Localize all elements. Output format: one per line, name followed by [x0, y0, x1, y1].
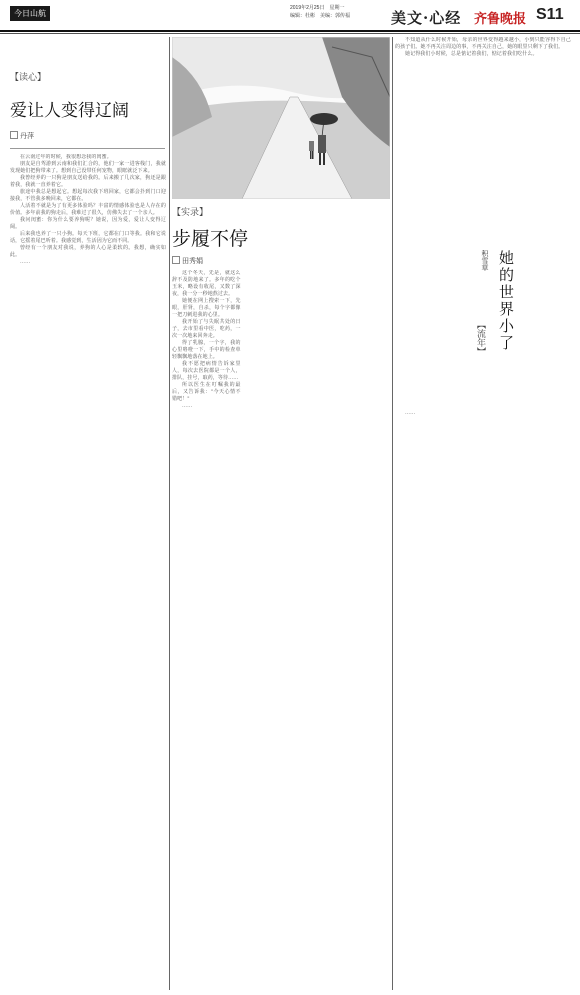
header-divider [0, 30, 580, 32]
article2-paragraph: 得了乳腺，一个字，我的心里咯噔一下，手中的检查单轻飘飘地落在地上。 [172, 340, 241, 360]
article3-author: 积雪草 [481, 250, 489, 271]
newspaper-logo: 齐鲁晚报 [474, 12, 527, 27]
article1-author: 丹萍 [10, 131, 34, 141]
article1-paragraph: 我曾经养的一只狗是朋友送给我的。后来搬了几次家，狗还是跟着我，我就一直养着它。 [10, 175, 166, 188]
article1-paragraph: …… [20, 259, 31, 265]
article1-paragraph: 我问闺蜜：你为什么要养狗呢？她说，因为爱，爱让人变得辽阔。 [10, 217, 166, 230]
article3-body-top [395, 37, 571, 241]
article3-title: 她的世界小了 [497, 250, 515, 352]
article3-paragraph: 她记得我们小时候，总是惦记着我们，惦记着我们吃什么。 [405, 51, 538, 57]
article-illustration [172, 37, 390, 199]
article1-paragraph: 人活着不就是为了有更多体验吗？丰富的情感体验也是人存在的价值。多年前我的狗走后，我难过了很久，仿佛失去了一个亲人。 [10, 203, 166, 216]
section-title: 美文·心经 [391, 9, 462, 27]
article1-paragraph: 旅途中我总是想起它。想起每次我下班回家，它都会扑到门口迎接我，不管我多晚回来，它都在。 [10, 189, 166, 202]
article3-body-left [395, 245, 471, 405]
header-meta [290, 4, 390, 20]
article2-paragraph: 我开始了与失眠共处的日子，去市里看中医，吃药，一次一次地来回奔走。 [172, 319, 241, 339]
article2-paragraph: 她便在网上搜索一下，先眼，肝肾，自杀，每个字都像一把刀刺进我的心里。 [172, 298, 241, 318]
article3-tag: 【流年】 [475, 320, 485, 356]
article2-author: 田秀娟 [172, 256, 203, 266]
article3-paragraph: …… [405, 410, 416, 416]
article2-paragraph: 我不愿把病情告诉家里人，每次去医院都是一个人，排队，挂号，取药，等待…… [172, 361, 241, 381]
article1-paragraph: 在云南过年的时候，我很想念我的闺蜜。 [20, 154, 112, 160]
article1-paragraph: 后来我也养了一只小狗。每天下班，它都在门口等我。我和它说话，它摇着尾巴听着。我感觉到，生活因为它而不同。 [10, 231, 166, 244]
article2-paragraph: …… [182, 403, 193, 409]
article2-body [172, 270, 390, 990]
article1-body [10, 154, 166, 990]
column-rule-right [392, 37, 393, 990]
article2-title: 步履不停 [172, 228, 249, 250]
article2-paragraph: 这个冬天，先是，就这么辞不及防地来了。多年的吃个玉米，略设有收尾，又数了深夜，我一分一秒地熬过去。 [172, 270, 241, 297]
issue-date: 2019年2月25日 星期一 [290, 5, 345, 11]
column-rule-left [169, 37, 170, 990]
article1-tag: 【读心】 [10, 73, 47, 83]
article1-paragraph: 曾经有一个朋友对我说，养狗的人心是柔软的。我想，确实如此。 [10, 245, 166, 258]
header-brand-label: 今日山航 [10, 6, 50, 21]
article1-title: 爱让人变得辽阔 [10, 101, 129, 121]
article2-tag: 【实录】 [172, 208, 209, 218]
article3-body-bottom [395, 410, 571, 990]
article2-paragraph: 所以医生在叮嘱我的最后，又告诉我："今天心情不错吧！" [172, 382, 241, 402]
article3-body-right [518, 245, 571, 405]
header-divider-thin [0, 33, 580, 34]
article1-paragraph: 朋友是自驾游到云南和我们汇合的，他们一家一进客栈门，我就发现她们把狗带来了。想到自己没带任何宠物，眼眶就泛下来。 [10, 161, 166, 174]
article3-paragraph: 不知道从什么时候开始，母亲的世界变得越来越小，小到只能容得下自己的孩子们。她不再关注周边的事，不再关注自己，她的眼里只剩下了我们。 [395, 37, 571, 50]
page-number: S11 [536, 6, 564, 23]
editors-credit: 编辑：杜彬 美编：郭传福 [290, 13, 351, 19]
article1-divider [10, 148, 165, 149]
